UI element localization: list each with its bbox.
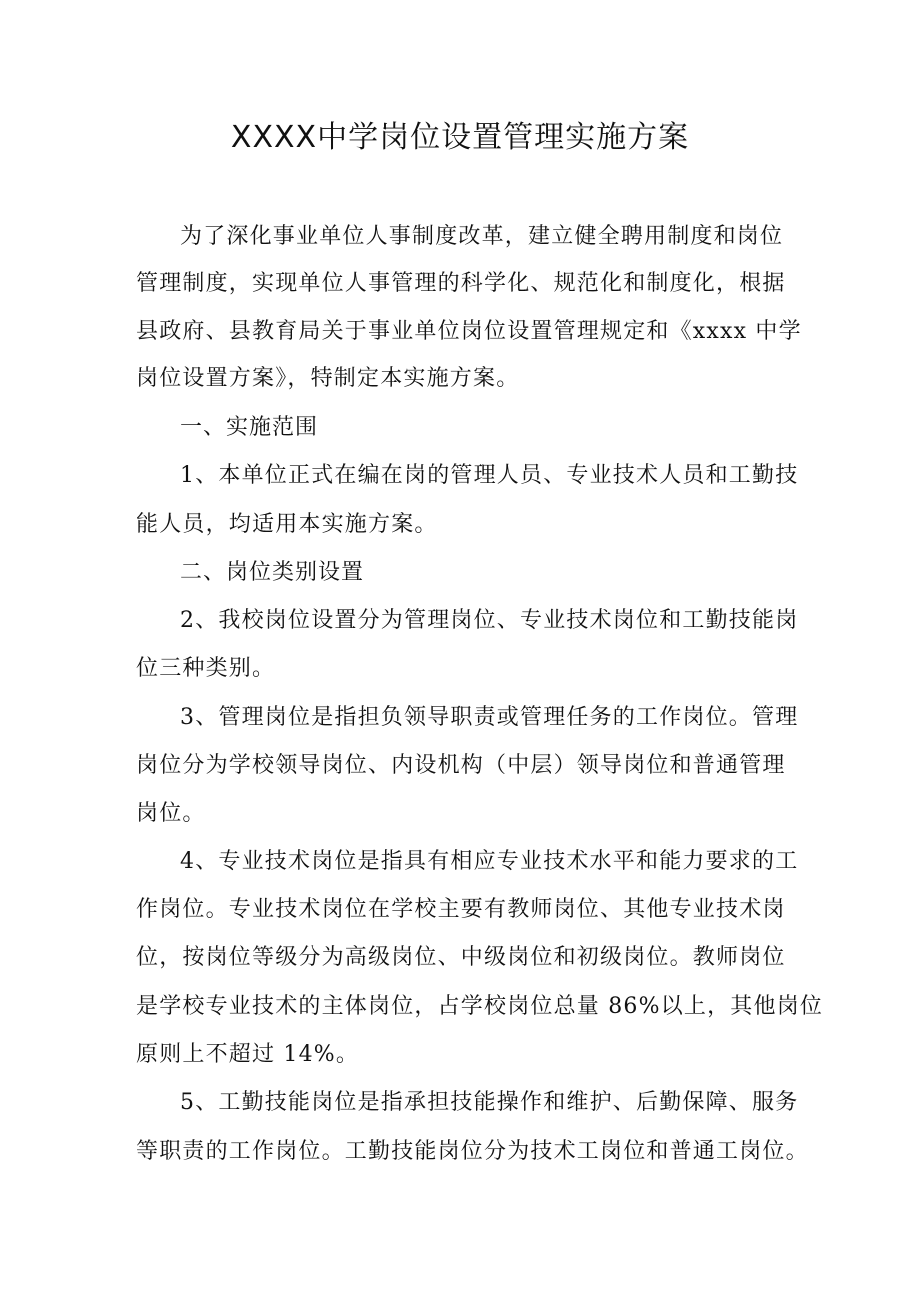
- paragraph-line: 能人员，均适用本实施方案。: [136, 512, 438, 537]
- paragraph-line: 4、专业技术岗位是指具有相应专业技术水平和能力要求的工: [180, 849, 799, 874]
- paragraph-line: 2、我校岗位设置分为管理岗位、专业技术岗位和工勤技能岗: [180, 608, 799, 633]
- paragraph-line: 为了深化事业单位人事制度改革，建立健全聘用制度和岗位: [180, 224, 784, 249]
- paragraph-line: 1、本单位正式在编在岗的管理人员、专业技术人员和工勤技: [180, 463, 799, 488]
- paragraph-line: 3、管理岗位是指担负领导职责或管理任务的工作岗位。管理: [180, 705, 799, 730]
- paragraph-line: 岗位。: [136, 801, 206, 826]
- section-heading: 一、实施范围: [180, 415, 319, 440]
- paragraph-line: 等职责的工作岗位。工勤技能岗位分为技术工岗位和普通工岗位。: [136, 1139, 809, 1164]
- paragraph-line: 是学校专业技术的主体岗位，占学校岗位总量 86%以上，其他岗位: [136, 994, 824, 1019]
- paragraph-line: 县政府、县教育局关于事业单位岗位设置管理规定和《xxxx 中学: [136, 319, 802, 344]
- paragraph-line: 管理制度，实现单位人事管理的科学化、规范化和制度化，根据: [136, 271, 786, 296]
- paragraph-line: 原则上不超过 14%。: [136, 1042, 360, 1067]
- paragraph-line: 岗位分为学校领导岗位、内设机构（中层）领导岗位和普通管理: [136, 753, 786, 778]
- paragraph-line: 岗位设置方案》，特制定本实施方案。: [136, 366, 520, 391]
- document-title: XXXX中学岗位设置管理实施方案: [230, 120, 690, 155]
- paragraph-line: 位，按岗位等级分为高级岗位、中级岗位和初级岗位。教师岗位: [136, 945, 786, 970]
- paragraph-line: 5、工勤技能岗位是指承担技能操作和维护、后勤保障、服务: [180, 1090, 799, 1115]
- paragraph-line: 位三种类别。: [136, 656, 276, 681]
- section-heading: 二、岗位类别设置: [180, 560, 365, 585]
- paragraph-line: 作岗位。专业技术岗位在学校主要有教师岗位、其他专业技术岗: [136, 897, 786, 922]
